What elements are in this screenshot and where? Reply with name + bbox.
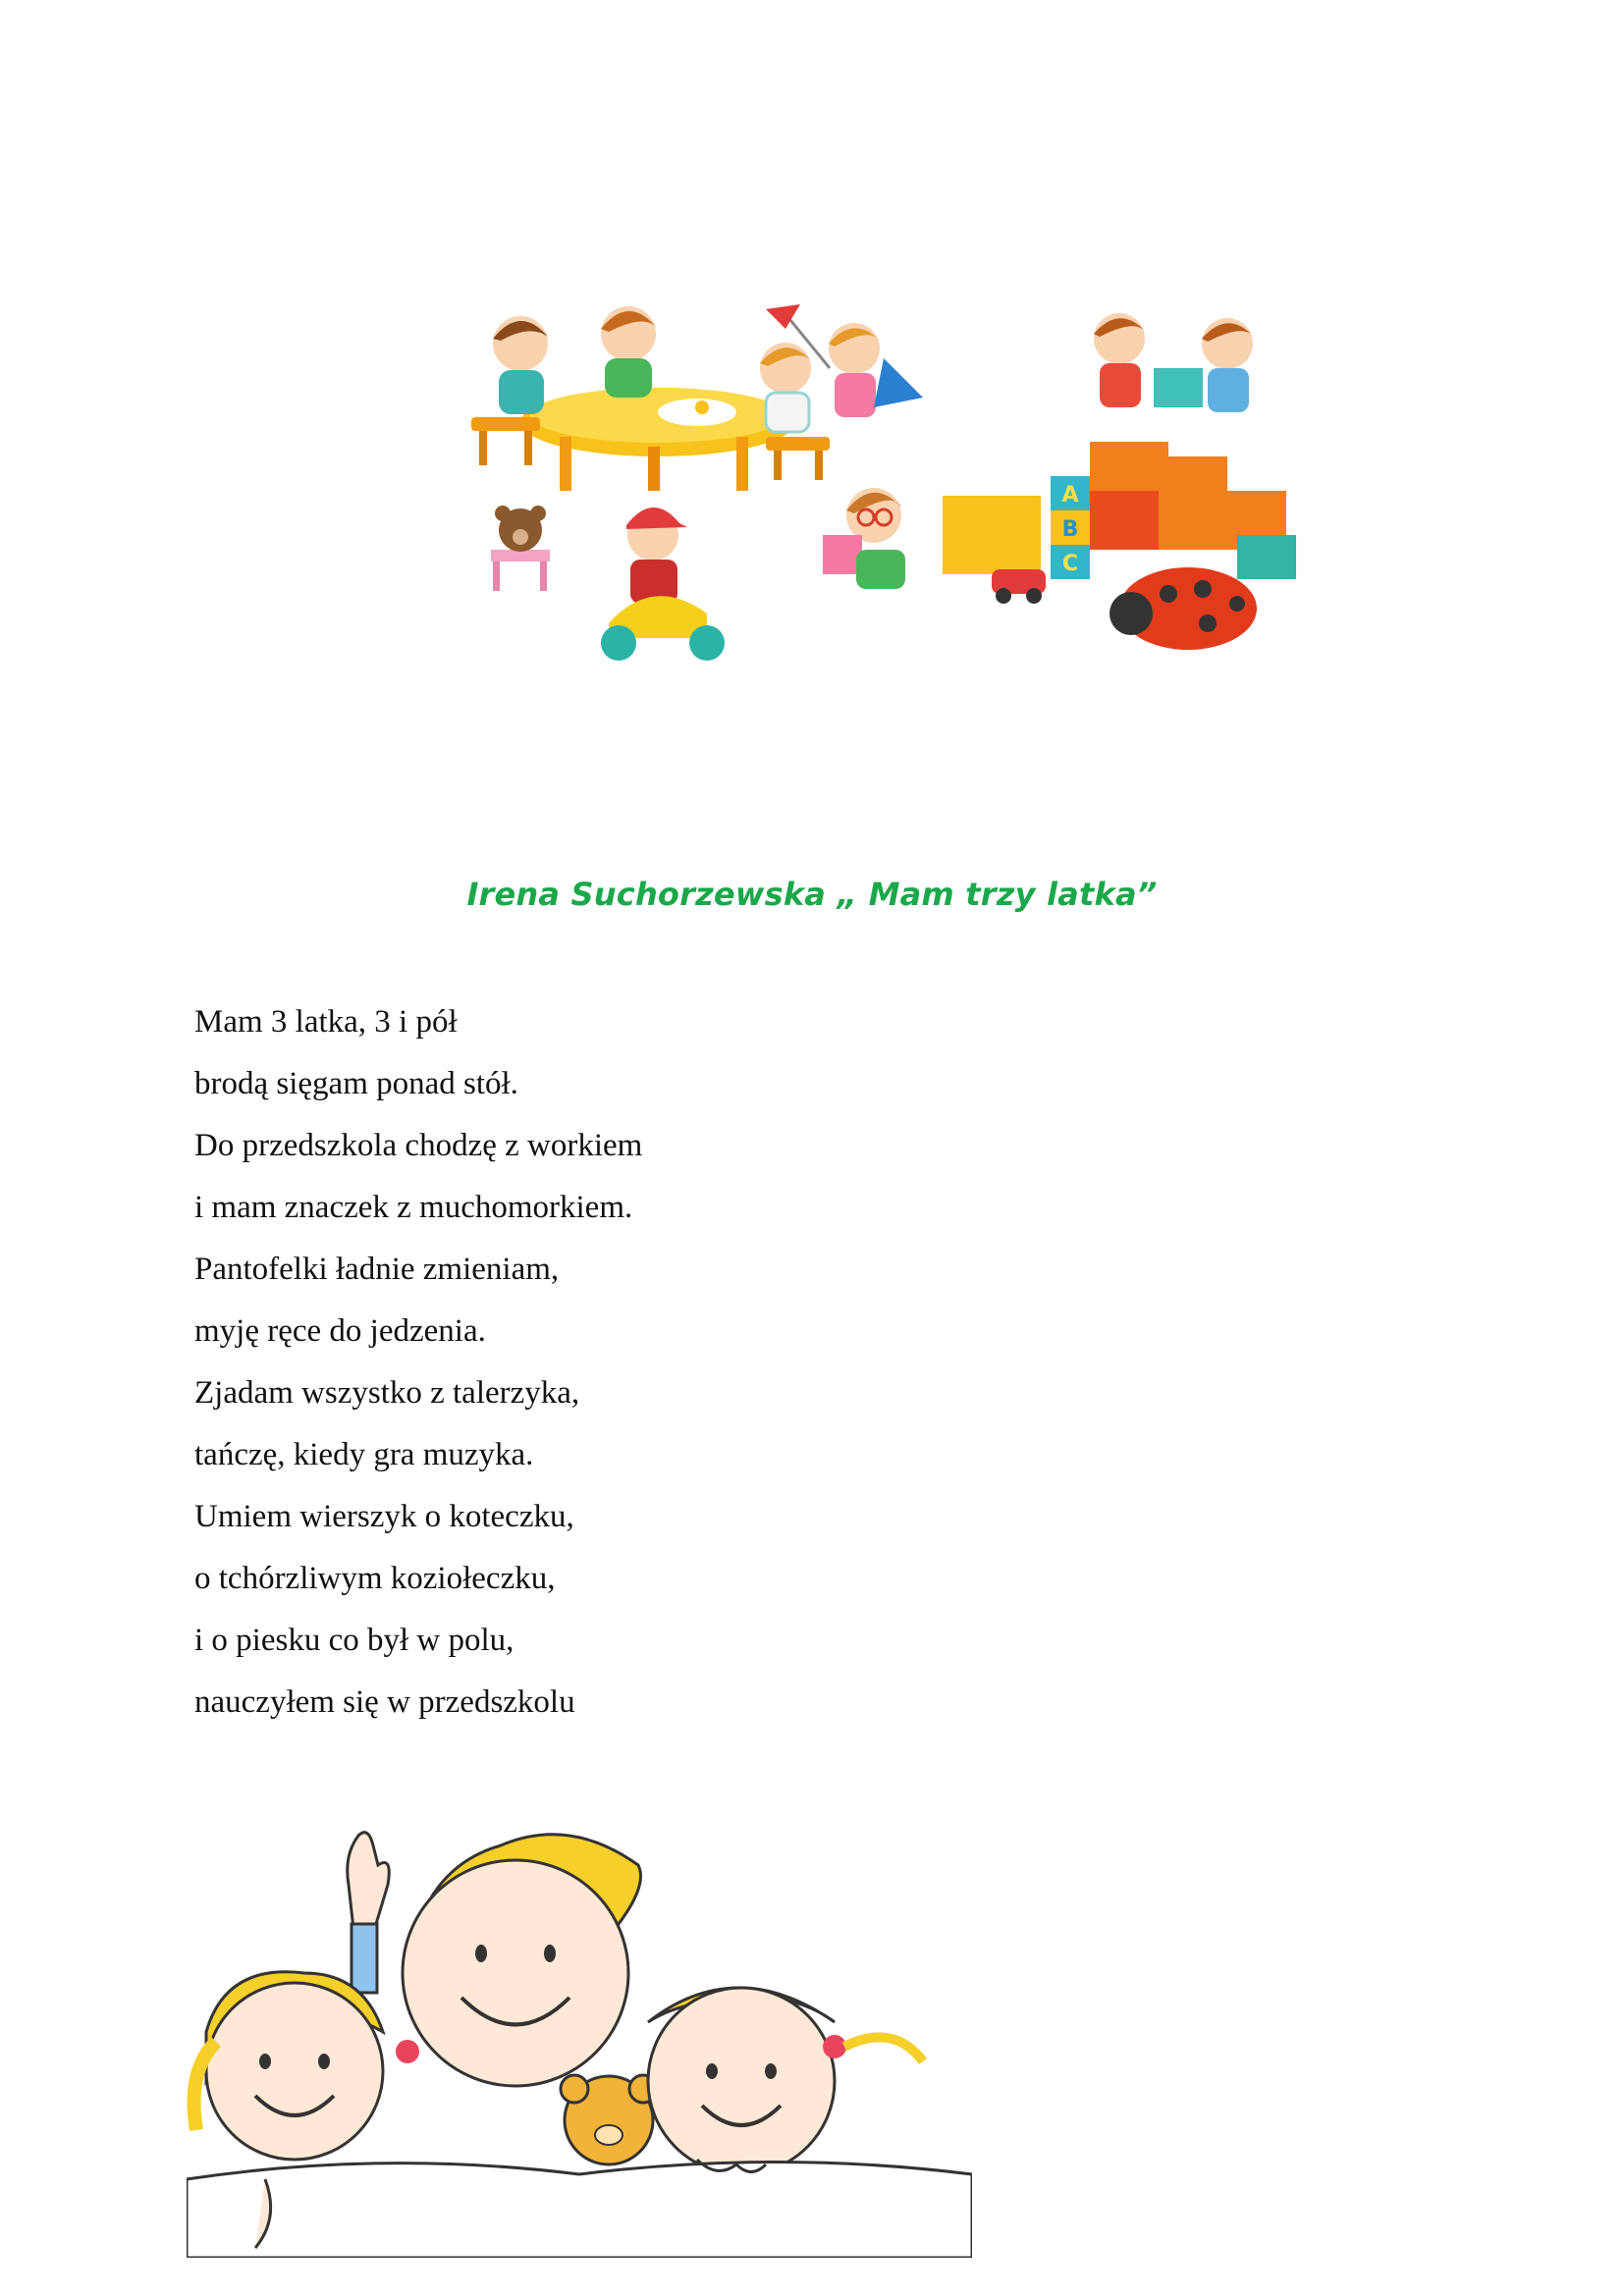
poem-line: Zjadam wszystko z talerzyka, — [194, 1375, 580, 1411]
poem-line: myję ręce do jedzenia. — [194, 1313, 486, 1349]
kindergarten-kids-illustration — [461, 299, 1326, 687]
smiling-kids-illustration — [187, 1826, 972, 2258]
poem-title: Irena Suchorzewska „ Mam trzy latka” — [466, 876, 1158, 913]
poem-line: i mam znaczek z muchomorkiem. — [194, 1190, 633, 1225]
block-letter-a: A — [1061, 483, 1079, 507]
poem-line: Do przedszkola chodzę z workiem — [194, 1128, 643, 1163]
poem-line: Pantofelki ładnie zmieniam, — [194, 1252, 560, 1287]
poem-line: brodą sięgam ponad stół. — [194, 1066, 518, 1101]
poem-line: tańczę, kiedy gra muzyka. — [194, 1437, 534, 1472]
poem-line: i o piesku co był w polu, — [194, 1623, 514, 1658]
poem-text — [194, 991, 642, 1734]
block-letter-c: C — [1061, 552, 1079, 576]
poem-line: Umiem wierszyk o koteczku, — [194, 1499, 574, 1534]
poem-line: nauczyłem się w przedszkolu — [194, 1684, 575, 1720]
poem-line: o tchórzliwym koziołeczku, — [194, 1561, 556, 1596]
poem-line: Mam 3 latka, 3 i pół — [194, 1004, 458, 1040]
block-letter-b: B — [1061, 517, 1079, 542]
